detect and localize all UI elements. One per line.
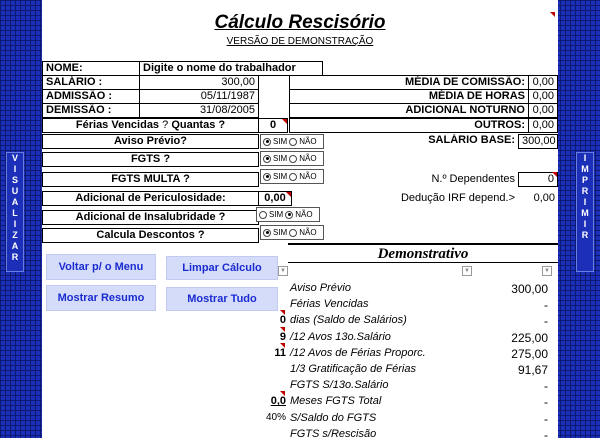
- demonstrativo-item-label: /12 Avos de Férias Proporc.: [290, 346, 426, 359]
- radio-nao-label: NÃO: [295, 210, 313, 219]
- demonstrativo-qty[interactable]: 40%: [265, 411, 286, 423]
- adicional-noturno-label: ADICIONAL NOTURNO: [289, 103, 529, 118]
- demonstrativo-row: [42, 331, 558, 346]
- ferias-vencidas-row: [42, 118, 259, 133]
- spreadsheet-sheet: [42, 0, 558, 438]
- nome-label: NOME:: [42, 61, 140, 76]
- deducao-irf-value: 0,00: [533, 192, 555, 204]
- outros-field[interactable]: 0,00: [528, 118, 558, 133]
- radio-sim-label: SIM: [273, 228, 288, 237]
- periculosidade-field[interactable]: 0,00: [258, 191, 292, 206]
- mostrar-tudo-button[interactable]: Mostrar Tudo: [166, 287, 278, 311]
- insal-nao-radio[interactable]: [285, 211, 293, 219]
- comment-marker: [286, 192, 291, 197]
- comment-marker: [280, 391, 285, 396]
- demonstrativo-qty[interactable]: 0,0: [270, 395, 286, 408]
- comment-marker: [282, 119, 287, 124]
- filter-dropdown-icon[interactable]: ▼: [462, 266, 472, 276]
- demonstrativo-qty[interactable]: 9: [279, 330, 286, 343]
- demonstrativo-row: [42, 282, 558, 297]
- visualizar-label: V I S U A L I Z A R: [11, 153, 19, 262]
- demonstrativo-row: [42, 379, 558, 394]
- radio-sim-label: SIM: [273, 172, 288, 181]
- insalubridade-radio-group[interactable]: [256, 207, 320, 222]
- descontos-radio-group[interactable]: [260, 225, 324, 240]
- demonstrativo-item-label: Férias Vencidas: [290, 298, 369, 311]
- demonstrativo-item-value: 91,67: [517, 363, 548, 377]
- insal-sim-radio[interactable]: [259, 211, 267, 219]
- aviso-nao-radio[interactable]: [289, 138, 297, 146]
- aviso-sim-radio[interactable]: [263, 138, 271, 146]
- admissao-label: ADMISSÃO :: [42, 89, 140, 104]
- limpar-calculo-button[interactable]: Limpar Cálculo: [166, 256, 278, 280]
- demonstrativo-item-value: -: [544, 379, 548, 394]
- demonstrativo-row: [42, 363, 558, 378]
- media-comissao-field[interactable]: 0,00: [528, 75, 558, 90]
- demonstrativo-item-value: -: [544, 427, 548, 438]
- demissao-label: DEMISSÃO :: [42, 103, 140, 118]
- media-comissao-label: MÉDIA DE COMISSÃO:: [289, 75, 529, 90]
- radio-nao-label: NÃO: [299, 137, 317, 146]
- demonstrativo-item-label: Aviso Prévio: [290, 282, 351, 294]
- demonstrativo-item-label: FGTS S/13o.Salário: [290, 379, 389, 392]
- fgts-multa-label: FGTS MULTA ?: [42, 172, 259, 187]
- desc-sim-radio[interactable]: [263, 229, 271, 237]
- deducao-irf-label: Dedução IRF depend.>: [400, 192, 515, 204]
- demonstrativo-item-label: /12 Avos 13o.Salário: [290, 330, 391, 343]
- outros-label: OUTROS:: [289, 118, 529, 133]
- demonstrativo-row: [42, 395, 558, 410]
- demonstrativo-row: [42, 428, 558, 438]
- periculosidade-label: Adicional de Periculosidade:: [42, 191, 259, 206]
- comment-marker: [550, 12, 555, 17]
- comment-marker: [280, 310, 285, 315]
- salario-base-field: 300,00: [518, 134, 558, 149]
- aviso-previo-label: Aviso Prévio?: [42, 134, 259, 149]
- demonstrativo-item-value: -: [544, 314, 548, 329]
- fgts-nao-radio[interactable]: [289, 155, 297, 163]
- media-horas-field[interactable]: 0,00: [528, 89, 558, 104]
- imprimir-button[interactable]: [576, 152, 594, 272]
- radio-sim-label: SIM: [273, 137, 288, 146]
- demonstrativo-item-label: Meses FGTS Total: [290, 395, 382, 408]
- radio-nao-label: NÃO: [299, 172, 317, 181]
- fgts-radio-group[interactable]: [260, 151, 324, 166]
- mostrar-resumo-button[interactable]: Mostrar Resumo: [46, 285, 156, 311]
- demonstrativo-item-label: S/Saldo do FGTS: [290, 411, 377, 424]
- comment-marker: [280, 343, 285, 348]
- fgts-multa-radio-group[interactable]: [260, 169, 324, 184]
- demonstrativo-qty[interactable]: 11: [274, 346, 286, 359]
- demonstrativo-item-value: -: [544, 411, 548, 426]
- demonstrativo-row: [42, 298, 558, 313]
- filter-dropdown-icon[interactable]: ▼: [542, 266, 552, 276]
- radio-sim-label: SIM: [273, 154, 288, 163]
- demonstrativo-row: [42, 347, 558, 362]
- demonstrativo-qty[interactable]: 0: [279, 314, 286, 327]
- admissao-field[interactable]: 05/11/1987: [139, 89, 259, 104]
- filter-dropdown-icon[interactable]: ▼: [278, 266, 288, 276]
- quantas-label: Quantas ?: [171, 119, 226, 131]
- demonstrativo-item-label: 1/3 Gratificação de Férias: [290, 363, 416, 375]
- ferias-question: ?: [162, 119, 169, 131]
- demissao-field[interactable]: 31/08/2005: [139, 103, 259, 118]
- insalubridade-label: Adicional de Insalubridade ?: [42, 210, 259, 225]
- visualizar-button[interactable]: [6, 152, 24, 272]
- salario-field[interactable]: 300,00: [139, 75, 259, 90]
- desc-nao-radio[interactable]: [289, 229, 297, 237]
- demonstrativo-item-value: -: [544, 298, 548, 313]
- imprimir-label: I M P R I M I R: [581, 153, 589, 240]
- calcula-descontos-label: Calcula Descontos ?: [42, 228, 259, 243]
- fgts-multa-sim-radio[interactable]: [263, 173, 271, 181]
- fgts-label: FGTS ?: [42, 152, 259, 167]
- comment-marker: [552, 172, 557, 177]
- dependentes-field[interactable]: 0: [518, 172, 558, 187]
- demonstrativo-row: [42, 314, 558, 329]
- demonstrativo-item-value: -: [544, 395, 548, 410]
- demonstrativo-header: Demonstrativo: [288, 243, 558, 263]
- ferias-vencidas-label: Férias Vencidas: [75, 119, 160, 131]
- demonstrativo-item-value: 275,00: [511, 346, 548, 361]
- comment-marker: [280, 327, 285, 332]
- page-title: Cálculo Rescisório: [214, 12, 386, 33]
- demonstrativo-item-value: 300,00: [511, 282, 548, 296]
- salario-base-label: SALÁRIO BASE:: [428, 134, 515, 146]
- demonstrativo-row: [42, 412, 558, 427]
- demonstrativo-item-label: FGTS s/Rescisão: [290, 427, 377, 438]
- media-horas-label: MÉDIA DE HORAS: [289, 89, 529, 104]
- nome-field[interactable]: Digite o nome do trabalhador: [139, 61, 323, 76]
- page-subtitle: VERSÃO DE DEMONSTRAÇÃO: [226, 36, 374, 47]
- radio-nao-label: NÃO: [299, 154, 317, 163]
- voltar-menu-button[interactable]: Voltar p/ o Menu: [46, 254, 156, 280]
- dependentes-label: N.º Dependentes: [431, 173, 515, 185]
- aviso-previo-radio-group[interactable]: [260, 134, 324, 149]
- demonstrativo-item-value: 225,00: [511, 330, 548, 345]
- radio-nao-label: NÃO: [299, 228, 317, 237]
- radio-sim-label: SIM: [269, 210, 284, 219]
- ferias-quantidade-field[interactable]: 0: [258, 118, 288, 133]
- fgts-multa-nao-radio[interactable]: [289, 173, 297, 181]
- fgts-sim-radio[interactable]: [263, 155, 271, 163]
- demonstrativo-item-label: dias (Saldo de Salários): [290, 314, 407, 327]
- adicional-noturno-field[interactable]: 0,00: [528, 103, 558, 118]
- salario-label: SALÁRIO :: [42, 75, 140, 90]
